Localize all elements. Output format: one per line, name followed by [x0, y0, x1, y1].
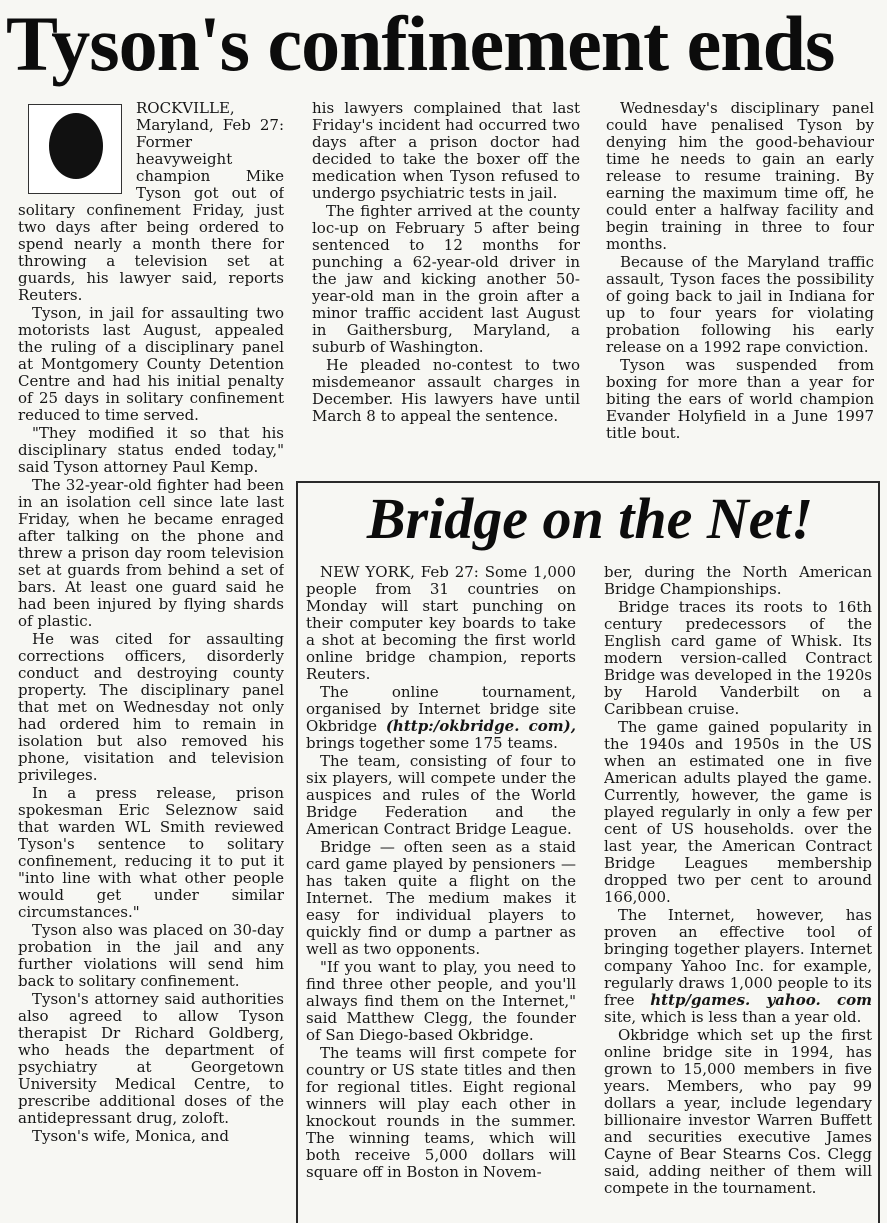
paragraph: Bridge — often seen as a staid card game played by pensioners — has taken quite a flight on the Internet. The medium makes it easy for individual players to quickly find or dump a partner as well as two opponents.: [306, 838, 576, 958]
paragraph: "They modified it so that his disciplinary status ended today," said Tyson attorney Paul Kemp.: [18, 424, 284, 476]
tyson-column-1: [18, 100, 284, 1220]
paragraph: ROCKVILLE, Maryland, Feb 27: Former heavyweight champion Mike Tyson got out of solitary confinement Friday, just two days after being ordered to spend nearly a month there for throwing a television set at guards, his lawyer said, reports Reuters.: [18, 100, 284, 304]
text-run: The Internet, however, has proven an effective tool of bringing together players. Internet company Yahoo Inc. for example, regularly draws 1,000 people to its free: [604, 906, 872, 1009]
paragraph: He was cited for assaulting corrections officers, disorderly conduct and destroying county property. The disciplinary panel that met on Wednesday not only had ordered him to remain in isolation but also removed his phone, visitation and television privileges.: [18, 630, 284, 784]
paragraph: Tyson was suspended from boxing for more than a year for biting the ears of world champion Evander Holyfield in a June 1997 title bout.: [606, 356, 874, 442]
paragraph: The team, consisting of four to six players, will compete under the auspices and rules of the World Bridge Federation and the American Contract Bridge League.: [306, 752, 576, 838]
paragraph: He pleaded no-contest to two misdemeanor assault charges in December. His lawyers have until March 8 to appeal the sentence.: [312, 356, 580, 425]
bridge-headline: Bridge on the Net!: [366, 486, 814, 551]
paragraph: Because of the Maryland traffic assault, Tyson faces the possibility of going back to jail in Indiana for up to four years for violating probation following his early release on a 1992 rape conviction.: [606, 253, 874, 356]
paragraph: Wednesday's disciplinary panel could have penalised Tyson by denying him the good-behaviour time he needs to gain an early release to resume training. By earning the maximum time off, he could enter a halfway facility and begin training in three to four months.: [606, 100, 874, 253]
tyson-headline: Tyson's confinement ends: [6, 0, 835, 87]
paragraph: Tyson's wife, Monica, and: [32, 1127, 229, 1145]
paragraph: NEW YORK, Feb 27: Some 1,000 people from 31 countries on Monday will start punching on their computer key boards to take a shot at becoming the first world online bridge champion, reports Reuters.: [306, 564, 576, 683]
paragraph: The teams will first compete for country or US state titles and then for regional titles. Eight regional winners will play each other in knockout rounds in the summer. The winning teams, which will both receive 5,000 dollars will square off in Boston in Novem-: [306, 1044, 576, 1181]
paragraph: In a press release, prison spokesman Eric Seleznow said that warden WL Smith reviewed Tyson's sentence to solitary confinement, reducing it to put it "into line with what other people would get under similar circumstances.": [18, 784, 284, 921]
photo-frame: [18, 100, 130, 198]
portrait-silhouette: [49, 113, 103, 179]
paragraph: The fighter arrived at the county loc-up on February 5 after being sentenced to 12 months for punching a 62-year-old driver in the jaw and kicking another 50-year-old man in the groin after a minor traffic accident last August in Gaithersburg, Maryland, a suburb of Washington.: [312, 202, 580, 356]
text-run: site, which is less than a year old.: [604, 1008, 862, 1026]
paragraph: The 32-year-old fighter had been in an isolation cell since late last Friday, when he became enraged after talking on the phone and threw a prison day room television set at guards from behind a set of bars. At least one guard said he had been injured by flying shards of plastic.: [18, 476, 284, 630]
tyson-column-2: [312, 100, 580, 475]
okbridge-url: (http:/okbridge. com),: [385, 717, 576, 735]
paragraph: The game gained popularity in the 1940s and 1950s in the US when an estimated one in five American adults played the game. Currently, however, the game is played regularly in only a few per cent of US households. over the last year, the American Contract Bridge Leagues membership dropped two per cent to around 166,000.: [604, 718, 872, 906]
tyson-column-3: [606, 100, 874, 475]
text-run: The online tournament, organised by Internet bridge site Okbridge: [306, 683, 576, 735]
tyson-photo: [28, 104, 122, 194]
text-run: brings together some 175 teams.: [306, 734, 558, 752]
paragraph: ber, during the North American Bridge Championships.: [604, 564, 872, 598]
paragraph: Tyson's attorney said authorities also agreed to allow Tyson therapist Dr Richard Goldberg, who heads the department of psychiatry at Georgetown University Medical Centre, to prescribe additional doses of the antidepressant drug, zoloft.: [18, 990, 284, 1127]
paragraph: Tyson, in jail for assaulting two motorists last August, appealed the ruling of a disciplinary panel at Montgomery County Detention Centre and had his initial penalty of 25 days in solitary confinement reduced to time served.: [18, 304, 284, 424]
paragraph: his lawyers complained that last Friday's incident had occurred two days after a prison doctor had decided to take the boxer off the medication when Tyson refused to undergo psychiatric tests in jail.: [312, 100, 580, 202]
bridge-column-1: [306, 564, 576, 1220]
paragraph: Okbridge which set up the first online bridge site in 1994, has grown to 15,000 members in five years. Members, who pay 99 dollars a year, include legendary billionaire investor Warren Buffett and securities executive James Cayne of Bear Stearns Cos. Clegg said, adding neither of them will compete in the tournament.: [604, 1026, 872, 1197]
yahoo-url: http/games. yahoo. com: [650, 991, 872, 1009]
bridge-column-2: [604, 564, 872, 1220]
paragraph: [306, 684, 576, 752]
paragraph: Bridge traces its roots to 16th century predecessors of the English card game of Whisk. Its modern version-called Contract Bridge was developed in the 1920s by Harold Vanderbilt on a Caribbean cruise.: [604, 598, 872, 718]
paragraph: "If you want to play, you need to find three other people, and you'll always find them on the Internet," said Matthew Clegg, the founder of San Diego-based Okbridge.: [306, 958, 576, 1044]
paragraph: Tyson also was placed on 30-day probation in the jail and any further violations will send him back to solitary confinement.: [18, 921, 284, 990]
paragraph: [604, 907, 872, 1026]
